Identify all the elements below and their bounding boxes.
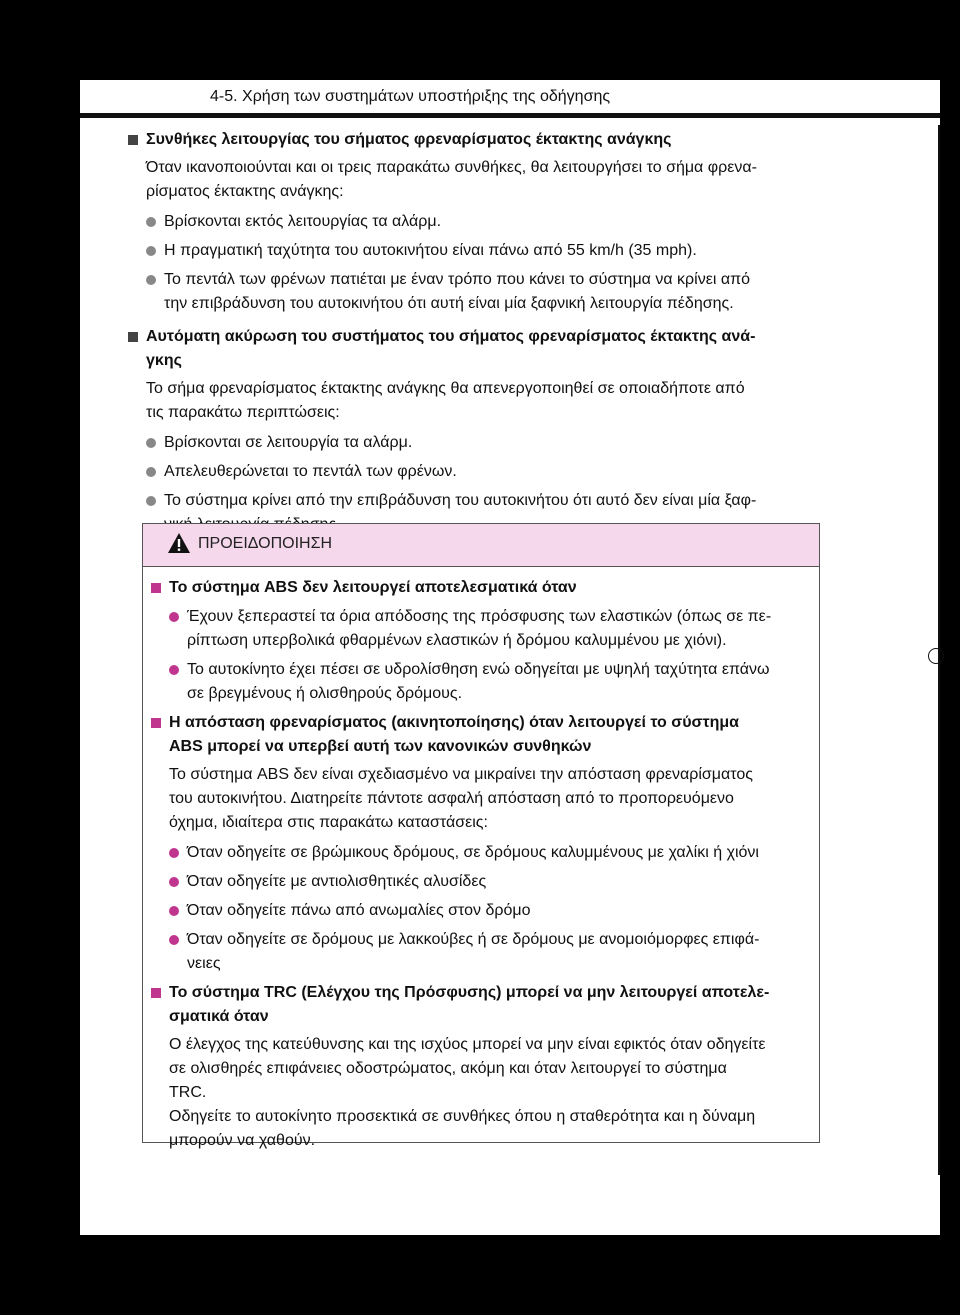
warning-heading: Το σύστημα ABS δεν λειτουργεί αποτελεσματικά όταν bbox=[151, 576, 811, 600]
list-item: Απελευθερώνεται το πεντάλ των φρένων. bbox=[128, 460, 828, 484]
round-bullet-icon bbox=[169, 848, 179, 858]
round-bullet-icon bbox=[169, 906, 179, 916]
list-item: Έχουν ξεπεραστεί τα όρια απόδοσης της πρόσφυσης των ελαστικών (όπως σε πε- ρίπτωση υπερβολικά φθαρμένων ελαστικών ή δρόμου καλυμμένου με χιόνι). bbox=[151, 605, 811, 653]
section-intro: Όταν ικανοποιούνται και οι τρεις παρακάτω συνθήκες, θα λειτουργήσει το σήμα φρενα- ρίσματος έκτακτης ανάγκης: bbox=[146, 159, 757, 200]
round-bullet-icon bbox=[146, 217, 156, 227]
square-bullet-icon bbox=[128, 332, 138, 342]
list-item: Όταν οδηγείτε σε βρώμικους δρόμους, σε δρόμους καλυμμένους με χαλίκι ή χιόνι bbox=[151, 841, 811, 865]
list-item: Βρίσκονται σε λειτουργία τα αλάρμ. bbox=[128, 431, 828, 455]
warning-heading: Η απόσταση φρεναρίσματος (ακινητοποίησης) όταν λειτουργεί το σύστημα ABS μπορεί να υπερβεί αυτή των κανονικών συνθηκών bbox=[151, 711, 811, 759]
square-bullet-icon bbox=[128, 135, 138, 145]
section-intro: Το σήμα φρεναρίσματος έκτακτης ανάγκης θα απενεργοποιηθεί σε οποιαδήποτε από τις παρακάτω περιπτώσεις: bbox=[146, 380, 745, 421]
list-item: Το αυτοκίνητο έχει πέσει σε υδρολίσθηση ενώ οδηγείται με υψηλή ταχύτητα επάνω σε βρεγμένους ή ολισθηρούς δρόμους. bbox=[151, 658, 811, 706]
warning-heading: Το σύστημα TRC (Ελέγχου της Πρόσφυσης) μπορεί να μην λειτουργεί αποτελε- σματικά όταν bbox=[151, 981, 811, 1029]
header-rule bbox=[80, 113, 940, 118]
round-bullet-icon bbox=[146, 275, 156, 285]
warning-title: ΠΡΟΕΙΔΟΠΟΙΗΣΗ bbox=[198, 535, 333, 552]
round-bullet-icon bbox=[146, 246, 156, 256]
list-item: Όταν οδηγείτε πάνω από ανωμαλίες στον δρόμο bbox=[151, 899, 811, 923]
warning-paragraph: Ο έλεγχος της κατεύθυνσης και της ισχύος μπορεί να μην είναι εφικτός όταν οδηγείτε σε ολισθηρές επιφάνειες οδοστρώματος, ακόμη και όταν λειτουργεί το σύστημα TRC. Οδηγείτε το αυτοκίνητο προσεκτικά σε συνθήκες όπου η σταθερότητα και η δύναμη μπορούν να χαθούν. bbox=[169, 1036, 766, 1149]
square-bullet-icon bbox=[151, 718, 161, 728]
warning-box bbox=[142, 523, 820, 1149]
manual-page bbox=[80, 80, 940, 1235]
main-content bbox=[128, 128, 828, 542]
list-item: Βρίσκονται εκτός λειτουργίας τα αλάρμ. bbox=[128, 210, 828, 234]
list-item: Η πραγματική ταχύτητα του αυτοκινήτου είναι πάνω από 55 km/h (35 mph). bbox=[128, 239, 828, 263]
round-bullet-icon bbox=[146, 438, 156, 448]
square-bullet-icon bbox=[151, 988, 161, 998]
list-item: Το σύστημα κρίνει από την επιβράδυνση του αυτοκινήτου ότι αυτό δεν είναι μία ξαφ- bbox=[128, 489, 828, 537]
section-heading: Συνθήκες λειτουργίας του σήματος φρεναρίσματος έκτακτης ανάγκης bbox=[128, 128, 828, 152]
list-item: Όταν οδηγείτε με αντιολισθητικές αλυσίδες bbox=[151, 870, 811, 894]
round-bullet-icon bbox=[169, 935, 179, 945]
round-bullet-icon bbox=[169, 612, 179, 622]
round-bullet-icon bbox=[169, 877, 179, 887]
round-bullet-icon bbox=[146, 467, 156, 477]
list-item: Όταν οδηγείτε σε δρόμους με λακκούβες ή σε δρόμους με ανομοιόμορφες επιφά- νειες bbox=[151, 928, 811, 976]
section-title: 4-5. Χρήση των συστημάτων υποστήριξης της οδήγησης bbox=[210, 88, 611, 105]
warning-triangle-icon bbox=[167, 532, 191, 554]
round-bullet-icon bbox=[169, 665, 179, 675]
warning-paragraph: Το σύστημα ABS δεν είναι σχεδιασμένο να μικραίνει την απόσταση φρεναρίσματος του αυτοκινήτου. Διατηρείτε πάντοτε ασφαλή απόσταση από το προπορευόμενο όχημα, ιδιαίτερα στις παρακάτω καταστάσεις: bbox=[169, 766, 753, 831]
round-bullet-icon bbox=[146, 496, 156, 506]
square-bullet-icon bbox=[151, 583, 161, 593]
warning-body bbox=[151, 576, 811, 1159]
warning-header bbox=[143, 524, 819, 567]
page-header bbox=[80, 80, 940, 118]
section-heading: Αυτόματη ακύρωση του συστήματος του σήματος φρεναρίσματος έκτακτης ανά- γκης bbox=[128, 325, 828, 373]
registration-mark-icon bbox=[928, 648, 944, 664]
list-item: Το πεντάλ των φρένων πατιέται με έναν τρόπο που κάνει το σύστημα να κρίνει από την επιβράδυνση του αυτοκινήτου ότι αυτή είναι μία ξαφνική λειτουργία πέδησης. bbox=[128, 268, 828, 316]
